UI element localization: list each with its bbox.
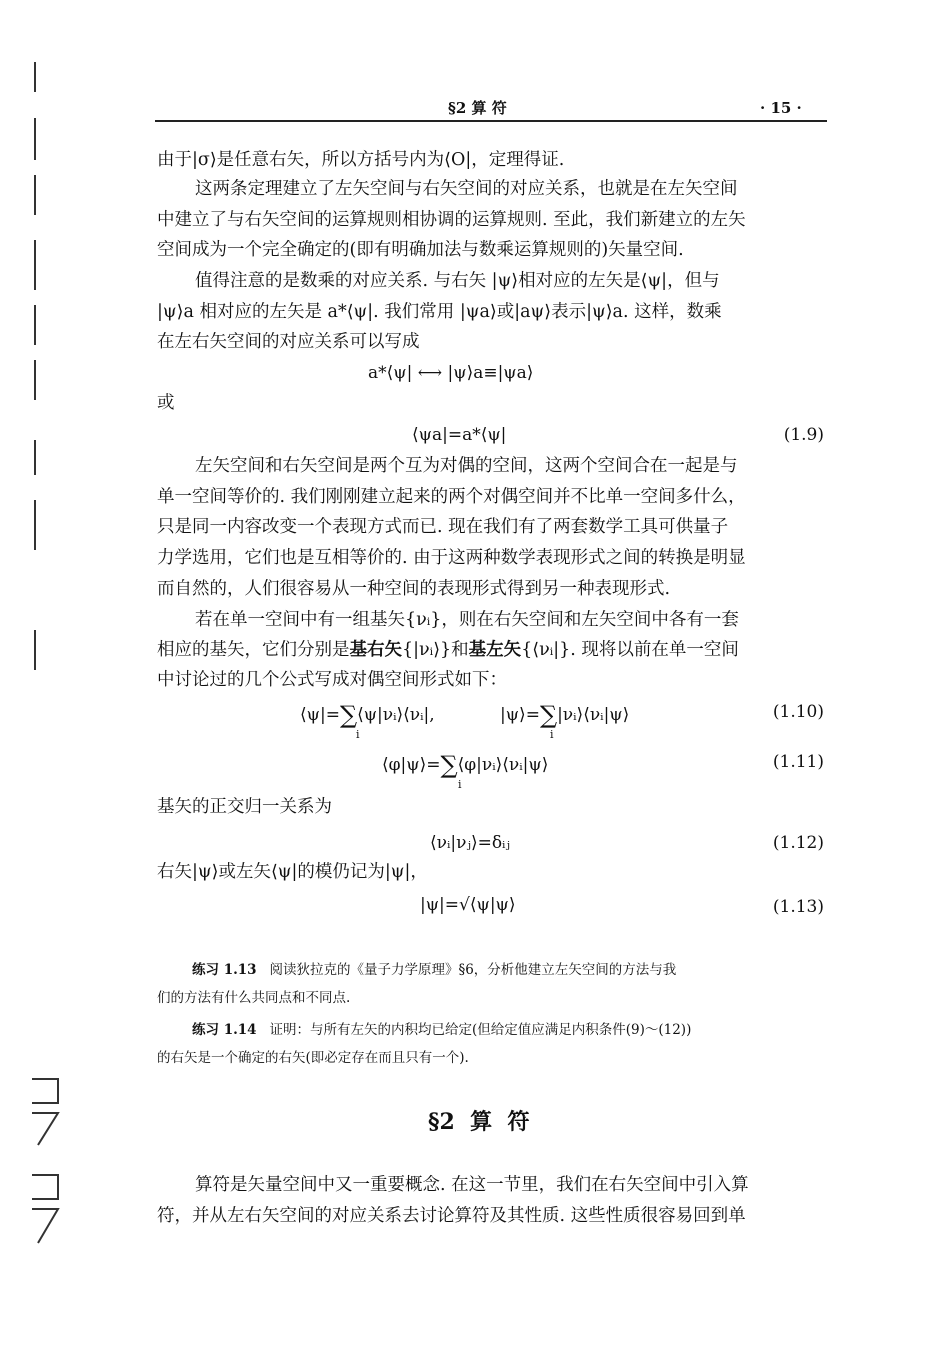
paragraph-line: 基矢的正交归一关系为 (157, 797, 332, 817)
paragraph-line: 相应的基矢，它们分别是基右矢{|νᵢ⟩}和基左矢{⟨νᵢ|}. 现将以前在单一空间 (157, 640, 739, 660)
margin-line (34, 240, 36, 290)
equation-number: (1.9) (783, 425, 824, 445)
paragraph-line: 由于|σ⟩是任意右矢，所以方括号内为⟨O|，定理得证. (157, 150, 565, 170)
paragraph-line: 中讨论过的几个公式写成对偶空间形式如下： (157, 670, 507, 690)
margin-scan-marks (28, 1075, 68, 1255)
equation-1-10b: |ψ⟩=∑|νᵢ⟩⟨νᵢ|ψ⟩ (500, 701, 630, 729)
exercise-line: 的右矢是一个确定的右矢(即必定存在而且只有一个). (157, 1050, 469, 1066)
exercise-1-13-line: 练习 1.13 阅读狄拉克的《量子力学原理》§6，分析他建立左矢空间的方法与我 (192, 962, 677, 978)
sum-symbol: ∑ (440, 751, 458, 779)
page-number: · 15 · (760, 99, 802, 117)
section-heading: §2 算 符 (428, 1109, 530, 1135)
sum-index: i (550, 728, 554, 741)
equation-number: (1.11) (772, 752, 824, 772)
paragraph-line: 而自然的，人们很容易从一种空间的表现形式得到另一种表现形式. (157, 579, 671, 599)
margin-line (34, 360, 36, 400)
equation-1-11: ⟨φ|ψ⟩=∑⟨φ|νᵢ⟩⟨νᵢ|ψ⟩ (382, 751, 549, 779)
margin-line (34, 62, 36, 92)
paragraph-line: 空间成为一个完全确定的(即有明确加法与数乘运算规则的)矢量空间. (157, 240, 684, 260)
equation-1-9: ⟨ψa|=a*⟨ψ| (412, 425, 507, 445)
equation-number: (1.10) (772, 702, 824, 722)
paragraph-line: 左矢空间和右矢空间是两个互为对偶的空间，这两个空间合在一起是与 (195, 456, 738, 476)
exercise-label: 练习 1.14 (192, 1022, 257, 1038)
margin-line (34, 500, 36, 550)
running-header-section: §2 算 符 (448, 99, 507, 117)
bold-term-bra-basis: 基左矢 (468, 640, 522, 660)
paragraph-line: 中建立了与右矢空间的运算规则相协调的运算规则. 至此，我们新建立的左矢 (157, 210, 746, 230)
header-rule (155, 120, 827, 122)
exercise-line: 们的方法有什么共同点和不同点. (157, 990, 351, 1006)
paragraph-line: 算符是矢量空间中又一重要概念. 在这一节里，我们在右矢空间中引入算 (195, 1175, 749, 1195)
exercise-1-14-line: 练习 1.14 证明：与所有左矢的内积均已给定(但给定值应满足内积条件(9)～(12)) (192, 1022, 692, 1038)
sum-index: i (458, 778, 462, 791)
paragraph-line: |ψ⟩a 相对应的左矢是 a*⟨ψ|. 我们常用 |ψa⟩或|aψ⟩表示|ψ⟩a. 这样，数乘 (157, 302, 722, 322)
equation-1-13: |ψ|=√⟨ψ|ψ⟩ (420, 895, 516, 915)
sum-symbol: ∑ (539, 701, 558, 729)
paragraph-line: 力学选用，它们也是互相等价的. 由于这两种数学表现形式之间的转换是明显 (157, 548, 746, 568)
equation-1-12: ⟨νᵢ|νⱼ⟩=δᵢⱼ (430, 833, 510, 853)
paragraph-line: 符，并从左右矢空间的对应关系去讨论算符及其性质. 这些性质很容易回到单 (157, 1206, 746, 1226)
bold-term-ket-basis: 基右矢 (349, 640, 402, 660)
paragraph-line: 或 (157, 393, 175, 413)
equation-1-10a: ⟨ψ|=∑⟨ψ|νᵢ⟩⟨νᵢ|, (300, 701, 435, 729)
paragraph-line: 单一空间等价的. 我们刚刚建立起来的两个对偶空间并不比单一空间多什么， (157, 487, 746, 507)
margin-line (34, 175, 36, 215)
equation-number: (1.13) (772, 897, 824, 917)
sum-symbol: ∑ (339, 701, 358, 729)
equation-number: (1.12) (772, 833, 824, 853)
paragraph-line: 这两条定理建立了左矢空间与右矢空间的对应关系，也就是在左矢空间 (195, 179, 738, 199)
margin-line (34, 440, 36, 475)
margin-line (34, 118, 36, 160)
paragraph-line: 若在单一空间中有一组基矢{νᵢ}，则在右矢空间和左矢空间中各有一套 (195, 610, 739, 630)
margin-line (34, 630, 36, 670)
paragraph-line: 在左右矢空间的对应关系可以写成 (157, 332, 420, 352)
sum-index: i (356, 728, 360, 741)
paragraph-line: 值得注意的是数乘的对应关系. 与右矢 |ψ⟩相对应的左矢是⟨ψ|，但与 (195, 271, 720, 291)
margin-line (34, 305, 36, 345)
paragraph-line: 只是同一内容改变一个表现方式而已. 现在我们有了两套数学工具可供量子 (157, 517, 729, 537)
paragraph-line: 右矢|ψ⟩或左矢⟨ψ|的模仍记为|ψ|， (157, 862, 428, 882)
equation-correspondence: a*⟨ψ| ⟷ |ψ⟩a≡|ψa⟩ (368, 363, 534, 383)
exercise-label: 练习 1.13 (192, 962, 257, 978)
